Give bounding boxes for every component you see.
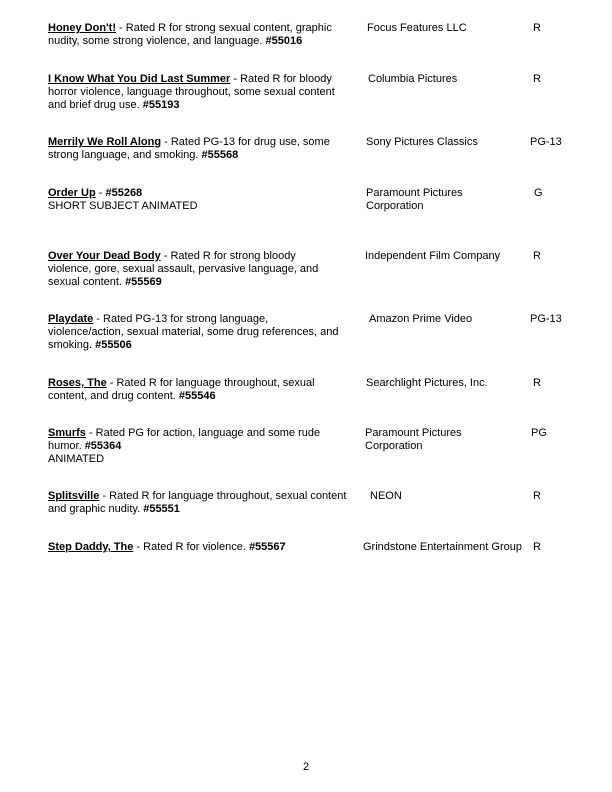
distributor [367,22,537,35]
entry-description [48,377,348,403]
distributor-line: Amazon Prime Video [369,313,473,325]
film-title: Honey Don't! [48,22,116,34]
description-line [48,339,348,352]
rating-value: R [533,73,541,85]
rating-reason-text: violence/action, sexual material, some drug references, and [48,326,339,338]
description-line [48,276,348,289]
description-line [48,377,348,390]
film-title: Step Daddy, The [48,541,134,553]
certificate-number: #55567 [248,541,286,553]
rating-reason-text: - Rated PG-13 for drug use, some [161,136,330,148]
film-title: Roses, The [48,377,107,389]
rating-reason-text: smoking. [48,339,96,351]
film-title: I Know What You Did Last Summer [48,73,231,85]
certificate-number: #55551 [143,503,180,515]
distributor-line: Paramount Pictures [366,187,463,199]
distributor-line: Focus Features LLC [367,22,467,34]
distributor-line: Corporation [365,440,423,452]
rating-reason-text: - Rated R for strong bloody [160,250,296,262]
description-line [48,86,348,99]
film-title: Splitsville [48,490,100,502]
rating-reason-text: humor. [48,440,85,452]
rating-value: PG [531,427,547,439]
rating-value: PG-13 [530,313,562,325]
rating-reason-text: strong language, and smoking. [48,149,202,161]
rating-reason-text: - Rated R for bloody [230,73,332,85]
rating-reason-text: - Rated PG for action, language and some rude [85,427,321,439]
distributor-line: Columbia Pictures [368,73,458,85]
film-title: Merrily We Roll Along [48,136,162,148]
rating-reason-text: ANIMATED [48,453,105,465]
description-line [48,427,348,440]
distributor-line: NEON [370,490,402,502]
description-line [48,453,348,466]
certificate-number: #55193 [142,99,180,111]
rating-value: R [533,250,541,262]
certificate-number: #55569 [125,276,162,288]
rating-value: R [533,22,541,34]
film-title: Over Your Dead Body [48,250,161,262]
distributor-line: Grindstone Entertainment Group [363,541,522,553]
rating-reason-text: - Rated R for language throughout, sexual [106,377,315,389]
description-line [48,73,348,86]
description-line [48,149,348,162]
description-line [48,187,348,200]
film-title: Playdate [48,313,94,325]
description-line [48,200,348,213]
rating-reason-text: and graphic nudity. [48,503,144,515]
entry-description [48,73,348,112]
certificate-number: #55364 [84,440,122,452]
certificate-number: #55268 [105,187,143,199]
distributor-line: Paramount Pictures [365,427,462,439]
rating-reason-text: - Rated PG-13 for strong language, [93,313,269,325]
rating-value: R [533,377,541,389]
description-line [48,263,348,276]
entry-description [48,187,348,213]
certificate-number: #55506 [95,339,132,351]
rating-reason-text: horror violence, language throughout, some sexual content [48,86,335,98]
description-line [48,541,348,554]
film-title: Order Up [48,187,96,199]
distributor [369,313,539,326]
description-line [48,490,348,503]
description-line [48,136,348,149]
rating-value: R [533,541,541,553]
description-line [48,313,348,326]
description-line [48,326,348,339]
rating-reason-text: SHORT SUBJECT ANIMATED [48,200,198,212]
distributor [363,541,533,554]
distributor [365,427,535,453]
rating-value: R [533,490,541,502]
distributor [366,377,536,390]
description-line [48,390,348,403]
certificate-number: #55546 [178,390,216,402]
description-line [48,22,348,35]
entry-description [48,490,348,516]
description-line [48,99,348,112]
distributor [370,490,540,503]
rating-reason-text: nudity, some strong violence, and language. [48,35,266,47]
entry-description [48,313,348,352]
rating-reason-text: - Rated R for language throughout, sexual content [99,490,347,502]
rating-reason-text: violence, gore, sexual assault, pervasive language, and [48,263,319,275]
distributor [366,187,536,213]
page-number: 2 [302,761,310,773]
distributor-line: Corporation [366,200,424,212]
entry-description [48,541,348,554]
description-line [48,35,348,48]
distributor [365,250,535,263]
distributor [366,136,536,149]
entry-description [48,427,348,466]
film-title: Smurfs [48,427,86,439]
distributor-line: Searchlight Pictures, Inc. [366,377,488,389]
distributor-line: Sony Pictures Classics [366,136,478,148]
rating-value: PG-13 [530,136,562,148]
rating-reason-text: - Rated R for violence. [133,541,249,553]
distributor-line: Independent Film Company [365,250,501,262]
entry-description [48,22,348,48]
rating-reason-text: content, and drug content. [48,390,179,402]
rating-value: G [534,187,543,199]
rating-reason-text: - [95,187,106,199]
rating-reason-text: sexual content. [48,276,126,288]
rating-reason-text: and brief drug use. [48,99,143,111]
certificate-number: #55016 [265,35,303,47]
description-line [48,503,348,516]
certificate-number: #55568 [201,149,239,161]
entry-description [48,136,348,162]
rating-reason-text: - Rated R for strong sexual content, graphic [116,22,332,34]
entry-description [48,250,348,289]
description-line [48,250,348,263]
distributor [368,73,538,86]
description-line [48,440,348,453]
